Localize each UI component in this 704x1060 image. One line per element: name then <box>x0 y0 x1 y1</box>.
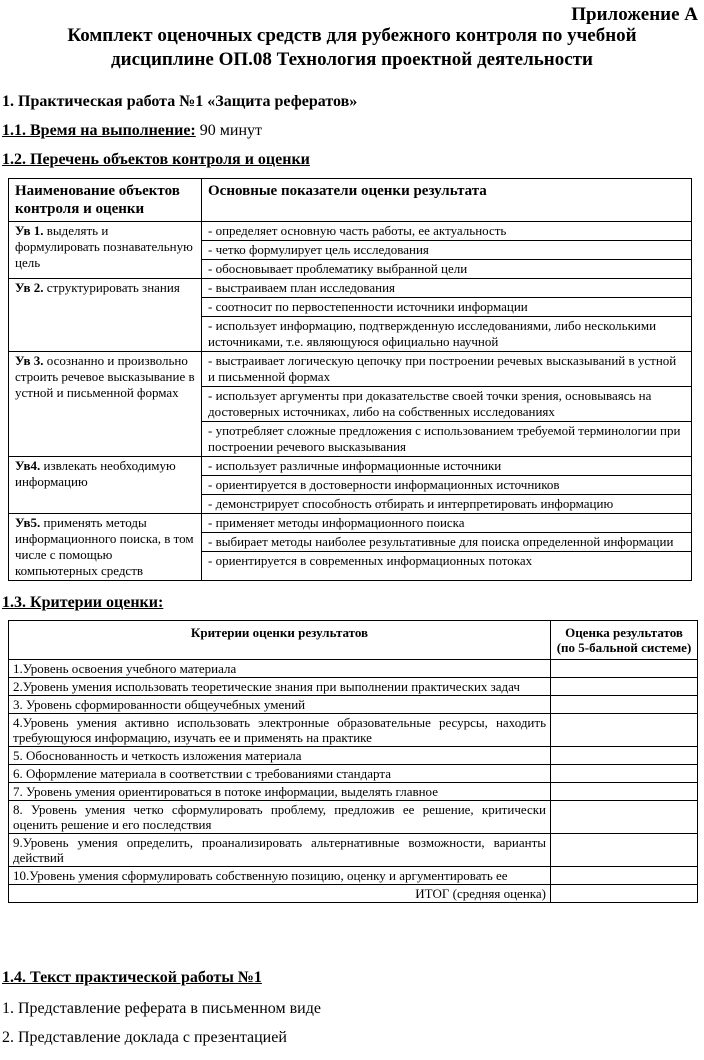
object-code: Ув5. <box>15 515 41 530</box>
score-cell <box>551 747 698 765</box>
criteria-body <box>9 660 698 885</box>
indicator-item: - обосновывает проблематику выбранной цели <box>208 261 468 276</box>
score-cell <box>551 834 698 867</box>
criteria-row <box>9 801 698 834</box>
header-objects: Наименование объектов контроля и оценки <box>9 179 202 222</box>
control-object-cell <box>9 514 202 581</box>
indicator-item: - выстраивает логическую цепочку при построении речевых высказываний в устной и письменной формах <box>202 352 691 387</box>
object-code: Ув4. <box>15 458 41 473</box>
score-cell <box>551 714 698 747</box>
criterion-text: 4.Уровень умения активно использовать электронные образовательные ресурсы, находить требующуюся информацию, изучать ее и применять на практике <box>9 714 551 747</box>
criterion-text: 3. Уровень сформированности общеучебных умений <box>9 696 551 714</box>
control-object-cell <box>9 352 202 457</box>
indicator-item: - употребляет сложные предложения с использованием требуемой терминологии при построении речевого высказывания <box>208 423 681 454</box>
control-objects-table <box>8 178 692 581</box>
section-1-4-heading: 1.4. Текст практической работы №1 <box>2 969 262 986</box>
time-label: 1.1. Время на выполнение: <box>2 122 196 139</box>
indicator-item: - соотносит по первостепенности источники информации <box>202 298 691 317</box>
criterion-text: 5. Обоснованность и четкость изложения материала <box>9 747 551 765</box>
object-code: Ув 1. <box>15 223 44 238</box>
indicators-cell <box>202 514 692 581</box>
criteria-row <box>9 867 698 885</box>
criteria-header: Критерии оценки результатов <box>9 621 551 660</box>
score-cell <box>551 801 698 834</box>
object-code: Ув 2. <box>15 280 44 295</box>
indicator-item: - ориентируется в достоверности информационных источников <box>202 476 691 495</box>
indicators-cell <box>202 222 692 279</box>
criterion-text: 10.Уровень умения сформулировать собственную позицию, оценку и аргументировать ее <box>9 867 551 885</box>
title-line-2: дисциплине ОП.08 Технология проектной деятельности <box>111 49 593 70</box>
control-object-row <box>9 457 692 514</box>
section-1-2-heading: 1.2. Перечень объектов контроля и оценки <box>2 151 310 168</box>
score-cell <box>551 696 698 714</box>
score-cell <box>551 765 698 783</box>
indicators-cell <box>202 457 692 514</box>
criteria-row <box>9 660 698 678</box>
control-object-row <box>9 514 692 581</box>
criteria-table <box>8 620 698 903</box>
task-item-2: 2. Представление доклада с презентацией <box>2 1029 287 1046</box>
criteria-row <box>9 696 698 714</box>
section-1-3-heading: 1.3. Критерии оценки: <box>2 594 164 611</box>
indicator-item: - ориентируется в современных информационных потоках <box>208 553 533 568</box>
indicators-cell <box>202 352 692 457</box>
object-description: структурировать знания <box>43 280 180 295</box>
criteria-header-row <box>9 621 698 660</box>
criterion-text: 8. Уровень умения четко сформулировать проблему, предложив ее решение, критически оценить решение и его последствия <box>9 801 551 834</box>
task-item-1: 1. Представление реферата в письменном виде <box>2 1000 321 1017</box>
criteria-row <box>9 783 698 801</box>
criterion-text: 7. Уровень умения ориентироваться в потоке информации, выделять главное <box>9 783 551 801</box>
indicator-item: - определяет основную часть работы, ее актуальность <box>202 222 691 241</box>
indicators-cell <box>202 279 692 352</box>
score-cell <box>551 867 698 885</box>
indicator-item: - использует различные информационные источники <box>202 457 691 476</box>
indicator-item: - использует информацию, подтвержденную исследованиями, либо несколькими источниками, т.е. являющуюся официально научной <box>208 318 657 349</box>
score-cell <box>551 660 698 678</box>
criterion-text: 9.Уровень умения определить, проанализировать альтернативные возможности, варианты действий <box>9 834 551 867</box>
control-object-row <box>9 222 692 279</box>
criterion-text: 6. Оформление материала в соответствии с требованиями стандарта <box>9 765 551 783</box>
object-code: Ув 3. <box>15 353 44 368</box>
time-value: 90 минут <box>195 122 262 139</box>
control-object-cell <box>9 279 202 352</box>
object-description: осознанно и произвольно строить речевое высказывание в устной и письменной формах <box>15 353 195 400</box>
section-1-heading: 1. Практическая работа №1 «Защита рефератов» <box>2 93 358 110</box>
indicator-item: - применяет методы информационного поиска <box>202 514 691 533</box>
table-header-row <box>9 179 692 222</box>
criterion-text: 2.Уровень умения использовать теоретические знания при выполнении практических задач <box>9 678 551 696</box>
indicator-item: - демонстрирует способность отбирать и интерпретировать информацию <box>208 496 614 511</box>
criterion-text: 1.Уровень освоения учебного материала <box>9 660 551 678</box>
section-1-1 <box>2 122 262 140</box>
object-description: выделять и формулировать познавательную цель <box>15 223 193 270</box>
control-object-cell <box>9 222 202 279</box>
title-line-1: Комплект оценочных средств для рубежного контроля по учебной <box>67 25 637 46</box>
score-cell <box>551 783 698 801</box>
score-header: Оценка результатов (по 5-бальной системе) <box>551 621 698 660</box>
object-description: извлекать необходимую информацию <box>15 458 176 489</box>
control-object-row <box>9 279 692 352</box>
criteria-row <box>9 747 698 765</box>
total-score-cell <box>551 885 698 903</box>
object-description: применять методы информационного поиска, в том числе с помощью компьютерных средств <box>15 515 194 578</box>
control-object-row <box>9 352 692 457</box>
indicator-item: - четко формулирует цель исследования <box>202 241 691 260</box>
total-label: ИТОГ (средняя оценка) <box>9 885 551 903</box>
control-object-cell <box>9 457 202 514</box>
criteria-row <box>9 834 698 867</box>
score-cell <box>551 678 698 696</box>
document-title <box>0 24 704 72</box>
header-indicators: Основные показатели оценки результата <box>202 179 692 222</box>
criteria-row <box>9 678 698 696</box>
indicator-item: - использует аргументы при доказательстве своей точки зрения, основываясь на достоверных источниках, либо на собственных исследованиях <box>202 387 691 422</box>
criteria-row <box>9 714 698 747</box>
criteria-row <box>9 765 698 783</box>
indicator-item: - выбирает методы наиболее результативные для поиска определенной информации <box>202 533 691 552</box>
appendix-label: Приложение А <box>571 4 698 25</box>
control-objects-body <box>9 222 692 581</box>
indicator-item: - выстраиваем план исследования <box>202 279 691 298</box>
total-row <box>9 885 698 903</box>
